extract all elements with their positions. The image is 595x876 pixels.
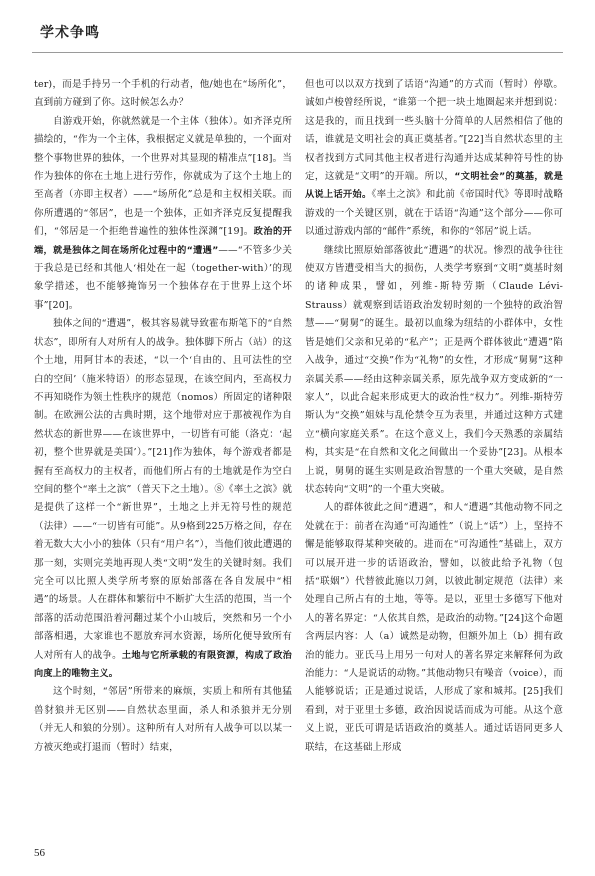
emphasis-text: 土地与它所承载的有限资源，构成了政治向度上的唯物主义。 — [34, 649, 292, 679]
body-text: ter)，而是手持另一个手机的行动者，他/她也在“场所化”，直到前方碰到了你。这时候怎么办？ — [34, 79, 292, 109]
right-text-column — [305, 76, 563, 757]
body-text: ——“不管多少关于我总是已经和其他人‘相处在一起（together-with）’的现象学措述，也不能够掩饰另一个独体存在于世界上这个坏事”[20]。 — [34, 244, 293, 311]
body-text: 但也可以以双方找到了话语“沟通”的方式而（暂时）停歇。诚如卢梭曾经所说，“谁第一个把一块土地圈起来并想到说：这是我的，而且找到一些头脑十分简单的人居然相信了他的话，谁就是文明社会的真正奠基者。”[22]当自然状态里的主权者找到方式同其他主权者进行沟通并达成某种符号性的协定，这就是“文明”的开端。所以， — [305, 79, 563, 183]
emphasis-text: “文明社会”的奠基，就是从说上话开始。 — [305, 171, 563, 201]
body-text: 这个时刻，“邻居”所带来的麻烦，实质上和所有其他猛兽豺狼并无区别——自然状态里面，杀人和杀狼并无分别（并无人和狼的分别）。这种所有人对所有人战争可以以某一方被灭绝或打退而（暂时）结束， — [34, 686, 292, 753]
body-text: 独体之间的“遭遇”，极其容易就导致霍布斯笔下的“自然状态”，即所有人对所有人的战争。独体脚下所占（站）的这个土地，用阿甘本的表述，“以一个‘自由的、且可法性的空白的空间’（施米特语）的形态显现，在该空间内，至高权力不再知晓作为领土性秩序的规范（nomos）所固定的诸种限制。在欧洲公法的古典时期，这个地带对应于那被视作为自然状态的新世界——在该世界中，一切皆有可能（洛克：‘起初，整个世界就是美国’）。”[21]作为独体，每个游戏者都是握有至高权力的主权者，而他们所占有的土地就是作为空白空间的整个“率土之滨”（普天下之土地）。⑧《率土之滨》就是提供了这样一个“新世界”，土地之上并无符号性的规范（法律）——“一切皆有可能”。从9格到225万格之间，存在着无数大大小小的独体（只有“用户名”），当他们彼此遭遇的那一刻，实则完美地再现人类“文明”发生的关键时刻。我们完全可以比照人类学所考察的原始部落在各自发展中“相遇”的场景。人在群体和繁衍中不断扩大生活的范围，当一个部落的活动范围沿着河翻过某个小山坡后，突然和另一个小部落相遇，大家谁也不愿放弃河水资源，场所化便导致所有人对所有人的战争。 — [34, 318, 292, 661]
body-text: 人的群体彼此之间“遭遇”，和人“遭遇”其他动物不同之处就在于：前者在沟通“可沟通性”（说上“话”）上，坚持不懈是能够取得某种突破的。进而在“可沟通性”基础上，双方可以展开进一步的话语政治，譬如，以彼此给予礼物（包括“联姻”）代替彼此施以刀剑，以彼此制定规范（法律）来处理自己所占有的土地，等等。是以，亚里士多德写下他对人的著名界定：“人依其自然，是政治的动物。”[24]这个命题含两层内容：人（a）诚然是动物，但额外加上（b）拥有政治的能力。亚氏马上用另一句对人的著名界定来解释何为政治能力：“人是说话的动物。”其他动物只有噪音（voice），而人能够说话；正是通过说话，人形成了家和城邦。[25]我们看到，对于亚里士多德，政治因说话而成为可能。从这个意义上说，亚氏可谓是话语政治的奠基人。通过话语同更多人联结，在这基础上形成 — [305, 502, 563, 753]
paragraph — [34, 113, 292, 315]
paragraph — [34, 76, 292, 113]
body-text: 自游戏开始，你就然就是一个主体（独体）。如齐泽克所描绘的，“作为一个主体，我根据定义就是单独的，一个面对整个事物世界的独体，一个世界对其显现的精准点”[18]。当作为独体的你在土地上进行劳作，你就成为了这个土地上的至高者（亦即主权者）——“场所化”总是和主权相关联。而你所遭遇的“邻居”，也是一个独体，正如齐泽克反复提醒我们，“邻居是一个拒绝普遍性的独体性深渊”[19]。 — [34, 115, 292, 238]
page-header — [32, 14, 563, 53]
body-text: 继续比照原始部落彼此“遭遇”的状况。惨烈的战争往往使双方皆遭受相当大的损伤，人类学考察到“文明”奠基时刻的诸种成果，譬如，列维-斯特劳斯（Claude Lévi-Strauss）就观察到话语政治发轫时刻的一个独特的政治智慧——“舅舅”的诞生。最初以血缘为纽结的小群体中，女性皆是她们父亲和兄弟的“私产”；正是两个群体彼此“遭遇”陷入战争，通过“交换”作为“礼物”的女性，才形成“舅舅”这种亲属关系——经由这种亲属关系，原先战争双方变成新的“一家人”，以此合起来形成更大的政治性“权力”。列维-斯特劳斯认为“交换”姐妹与乱伦禁令互为表里，并通过这种方式建立“横向家庭关系”。在这个意义上，我们今天熟悉的亲属结构，其实是“在自然和文化之间做出一个妥协”[23]。从根本上说，舅舅的诞生实则是政治智慧的一个重大突破，是自然状态转向“文明”的一个重大突破。 — [305, 244, 563, 495]
paragraph — [34, 683, 292, 757]
paragraph — [305, 242, 563, 500]
emphasis-text: 政治的开端，就是独体之间在场所化过程中的“遭遇” — [34, 226, 292, 256]
body-text: 《率土之滨》和此前《帝国时代》等即时战略游戏的一个关键区别，就在于话语“沟通”这个部分——你可以通过游戏内部的“邮件”系统，和你的“邻居”说上话。 — [305, 189, 563, 238]
paragraph — [34, 315, 292, 683]
page-number: 56 — [34, 847, 45, 859]
section-title: 学术争鸣 — [40, 25, 100, 41]
paragraph — [305, 499, 563, 757]
paragraph — [305, 76, 563, 242]
left-text-column — [34, 76, 292, 757]
